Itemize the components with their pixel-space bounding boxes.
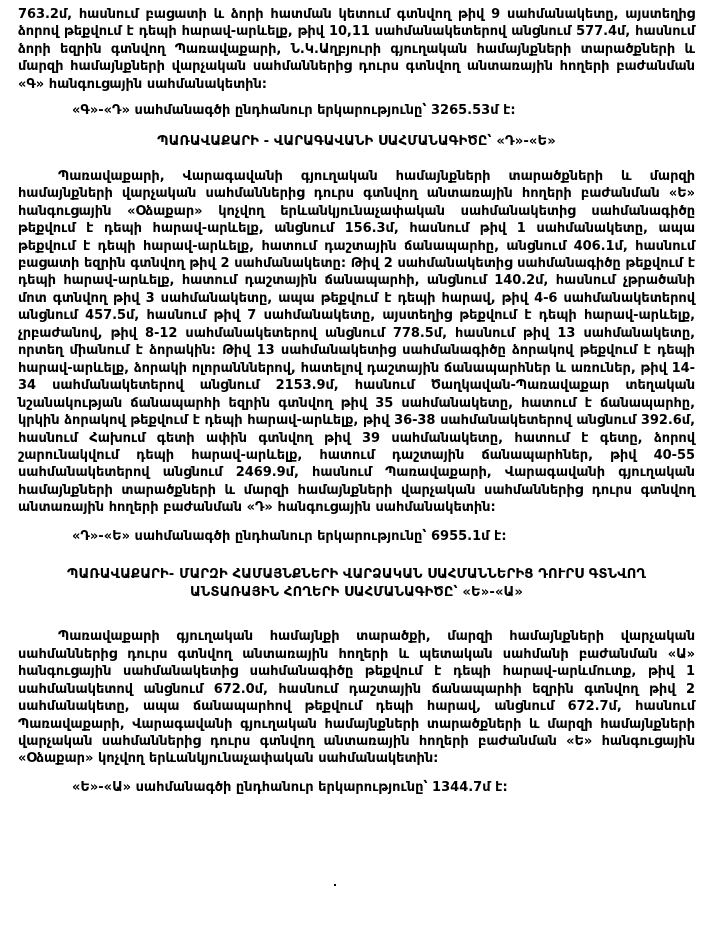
spacer (18, 120, 695, 133)
stray-dot-mark (334, 884, 336, 886)
section-heading-e-a-line2: ԱՆՏԱՌԱՅԻՆ ՀՈՂԵՐԻ ՍԱՀՄԱՆԱԳԻԾԸ՝ «Ե»-«Ա» (189, 585, 524, 601)
spacer (18, 602, 695, 628)
result-line-d-e: «Դ»-«Ե» սահմանագծի ընդհանուր երկարությունը՝ 6955.1մ է: (72, 528, 507, 544)
spacer (18, 545, 695, 566)
section-heading-d-e: ՊԱՌԱՎԱՔԱՐԻ - ՎԱՐԱԳԱՎԱՆԻ ՍԱՀՄԱՆԱԳԻԾԸ՝ «Դ»-«Ե» (157, 133, 556, 149)
paragraph-continuation-g-d: 763.2մ, հասնում բացատի և ձորի հատման կետում գտնվող թիվ 9 սահմանակետը, այստեղից ձորով թեքվում է դեպի հարավ-արևելք, թիվ 10,11 սահմանակետերով անցնում 577.4մ, հասնում ձորի եզրին գտնվող Պառավաքարի, Ն.Կ.Աղբյուրի գյուղական համայնքների տարածքների և մարզի համայնքների վարչական սահմաններից դուրս գտնվող անտառային հողերի բաժանման «Գ» հանգուցային սահմանակետին: (18, 7, 695, 92)
paragraph-body-d-e: Պառավաքարի, Վարագավանի գյուղական համայնքների տարածքների և մարզի համայնքների վարչական սահմաններից դուրս գտնվող անտառային հողերի բաժանման «Ե» հանգուցային «Օձաքար» կոչվող երևանկյունաչափական սահմանակետից սահմանագիծը թեքվում է դեպի հարավ-արևելք, անցնում 156.3մ, հասնում թիվ 1 սահմանակետը, ապա թեքվում է դեպի հարավ-արևելք, հատում դաշտային ճանապարհը, անցնում 406.1մ, հասնում բացատի եզրին գտնվող թիվ 2 սահմանակետը: Թիվ 2 սահմանակետից սահմանագիծը թեքվում է դեպի հարավ-արևելք, հատում դաշտային ճանապարհի, անցնում 140.2մ, հասնում չթրածանի մոտ գտնվող թիվ 3 սահմանակետը, ապա թեքվում է դեպի հարավ, թիվ 4-6 սահմանակետերով անցնում 457.5մ, հասնում թիվ 7 սահմանակետը, այստեղից թեքվում է դեպի հարավ-արևելք, չրբաժանով, թիվ 8-12 սահմանակետերով անցնում 778.5մ, հասնում թիվ 13 սահմանակետը, որտեղ միանում է ձորակին: Թիվ 13 սահմանակետից սահմանագիծը ձորակով թեքվում է դեպի հարավ-արևելք, ձորակի ոլորանններով, հատելով դաշտային ճանապարհներ և առուներ, թիվ 14-34 սահմանակետերով անցնում 2153.9մ, հասնում Ծաղկավան-Պառավաքար տեղական նշանակության ճանապարհի եզրին գտնվող թիվ 35 սահմանակետը, հատում է ճանապարհը, կրկին ձորակով թեքվում է դեպի հարավ-արևելք, թիվ 36-38 սահմանակետերով անցնում 392.6մ, հասնում Հախում գետի ափին գտնվող թիվ 39 սահմանակետը, հատում է գետը, ձորով շարունակվում դեպի հարավ-արևելք, հատում դաշտային ճանապարհներ, թիվ 40-55 սահմանակետերով անցնում 2469.9մ, հասնում Պառավաքարի, Վարագավանի գյուղական համայնքների տարածքների և մարզի համայնքների վարչական սահմաններից դուրս գտնվող անտառային հողերի բաժանման «Դ» հանգուցային սահմանակետին: (18, 168, 695, 516)
section-heading-e-a-line1: ՊԱՌԱՎԱՔԱՐԻ- ՄԱՐԶԻ ՀԱՄԱՅՆՔՆԵՐԻ ՎԱՐՁԱԿԱՆ ՍԱՀՄԱՆՆԵՐԻՑ ԴՈՒՐՍ ԳՏՆՎՈՂ (67, 567, 646, 583)
spacer (18, 151, 695, 168)
spacer (18, 93, 695, 102)
result-line-e-a: «Ե»-«Ա» սահմանագծի ընդհանուր երկարությունը՝ 1344.7մ է: (72, 779, 508, 795)
result-line-g-d: «Գ»-«Դ» սահմանագծի ընդհանուր երկարությունը՝ 3265.53մ է: (72, 103, 516, 119)
paragraph-body-e-a: Պառավաքարի գյուղական համայնքի տարածքի, մարզի համայնքների վարչական սահմաններից դուրս գտնվող անտառային հողերի և պետական սահմանի բաժանման «Ա» հանգուցային սահմանակետից սահմանագիծը թեքվում է դեպի հարավ-արևմուտք, թիվ 1 սահմանակետով անցնում 672.0մ, հասնում դաշտային ճանապարհի եզրին գտնվող թիվ 2 սահմանակետը, ապա ճանապարհով թեքվում դեպի հարավ, անցնում 672.7մ, հասնում Պառավաքարի, Վարագավանի գյուղական համայնքների տարածքների և մարզի համայնքների վարչական սահմաններից դուրս գտնվող անտառային հողերի բաժանման «Ե» հանգուցային «Օձաքար» կոչվող երևանկյունաչափական սահմանակետին: (18, 629, 695, 767)
spacer (18, 517, 695, 528)
spacer (18, 768, 695, 779)
